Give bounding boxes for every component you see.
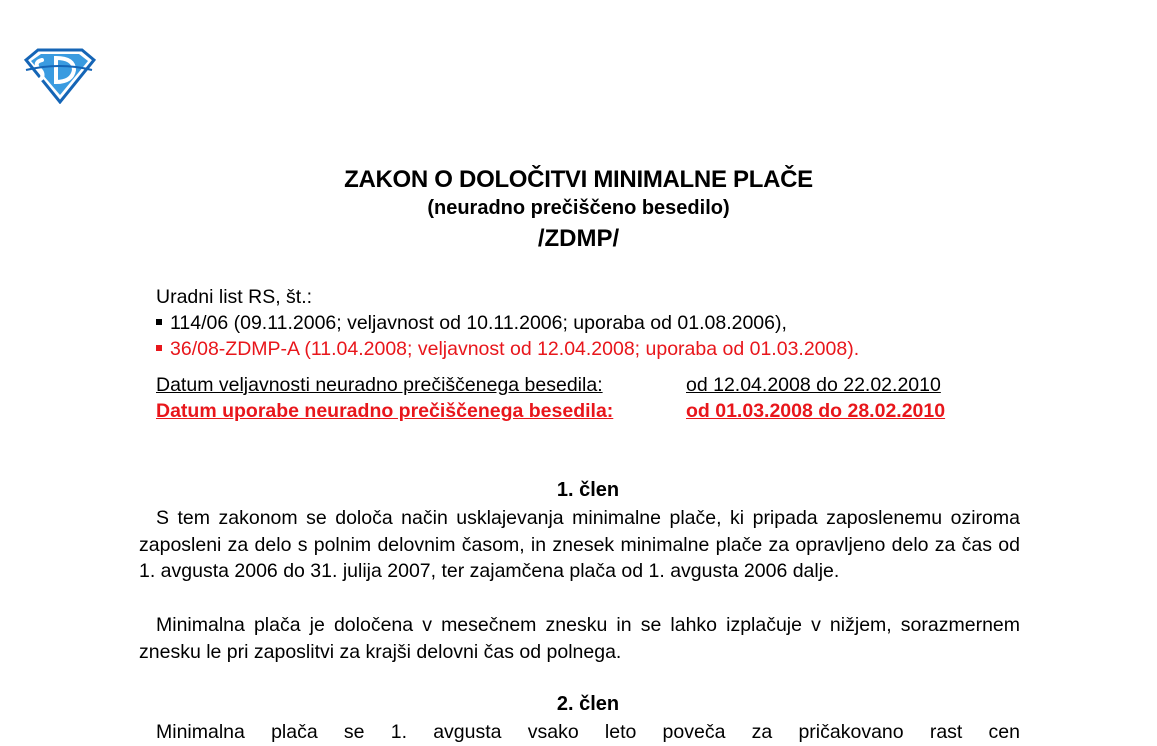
usage-value: od 01.03.2008 do 28.02.2010 xyxy=(686,400,946,422)
validity-label: Datum veljavnosti neuradno prečiščenega besedila: xyxy=(156,374,603,396)
gazette-references xyxy=(156,284,859,362)
article-paragraph: Minimalna plača je določena v mesečnem znesku in se lahko izplačuje v nižjem, sorazmernem znesku le pri zaposlitvi za krajši delovni čas od polnega. xyxy=(139,614,1020,663)
sd-shield-logo-icon xyxy=(22,48,96,104)
bullet-icon xyxy=(156,319,162,325)
gazette-item: 36/08-ZDMP-A (11.04.2008; veljavnost od 12.04.2008; uporaba od 01.03.2008). xyxy=(156,336,859,362)
article-paragraph: S tem zakonom se določa način usklajevanja minimalne plače, ki pripada zaposlenemu oziroma zaposleni za delo s polnim delovnim časom, in znesek minimalne plače za opravljeno delo za čas od 1. avgusta 2006 do 31. julija 2007, ter zajamčena plača od 1. avgusta 2006 dalje. xyxy=(139,507,1020,583)
validity-value: od 12.04.2008 do 22.02.2010 xyxy=(686,374,941,396)
document-subtitle: (neuradno prečiščeno besedilo) xyxy=(427,197,730,219)
validity-dates xyxy=(156,372,945,424)
article-heading: 2. člen xyxy=(556,693,620,715)
document-title: ZAKON O DOLOČITVI MINIMALNE PLAČE xyxy=(344,166,813,193)
article-heading: 1. člen xyxy=(556,479,620,501)
bullet-icon xyxy=(156,345,162,351)
usage-row xyxy=(156,398,945,424)
validity-row xyxy=(156,372,945,398)
gazette-item: 114/06 (09.11.2006; veljavnost od 10.11.2006; uporaba od 01.08.2006), xyxy=(156,310,859,336)
gazette-label: Uradni list RS, št.: xyxy=(156,286,313,308)
law-abbreviation: /ZDMP/ xyxy=(537,225,620,252)
article-paragraph: Minimalna plača se 1. avgusta vsako leto poveča za pričakovano rast cen xyxy=(156,721,1020,743)
usage-label: Datum uporabe neuradno prečiščenega besedila: xyxy=(156,400,614,422)
